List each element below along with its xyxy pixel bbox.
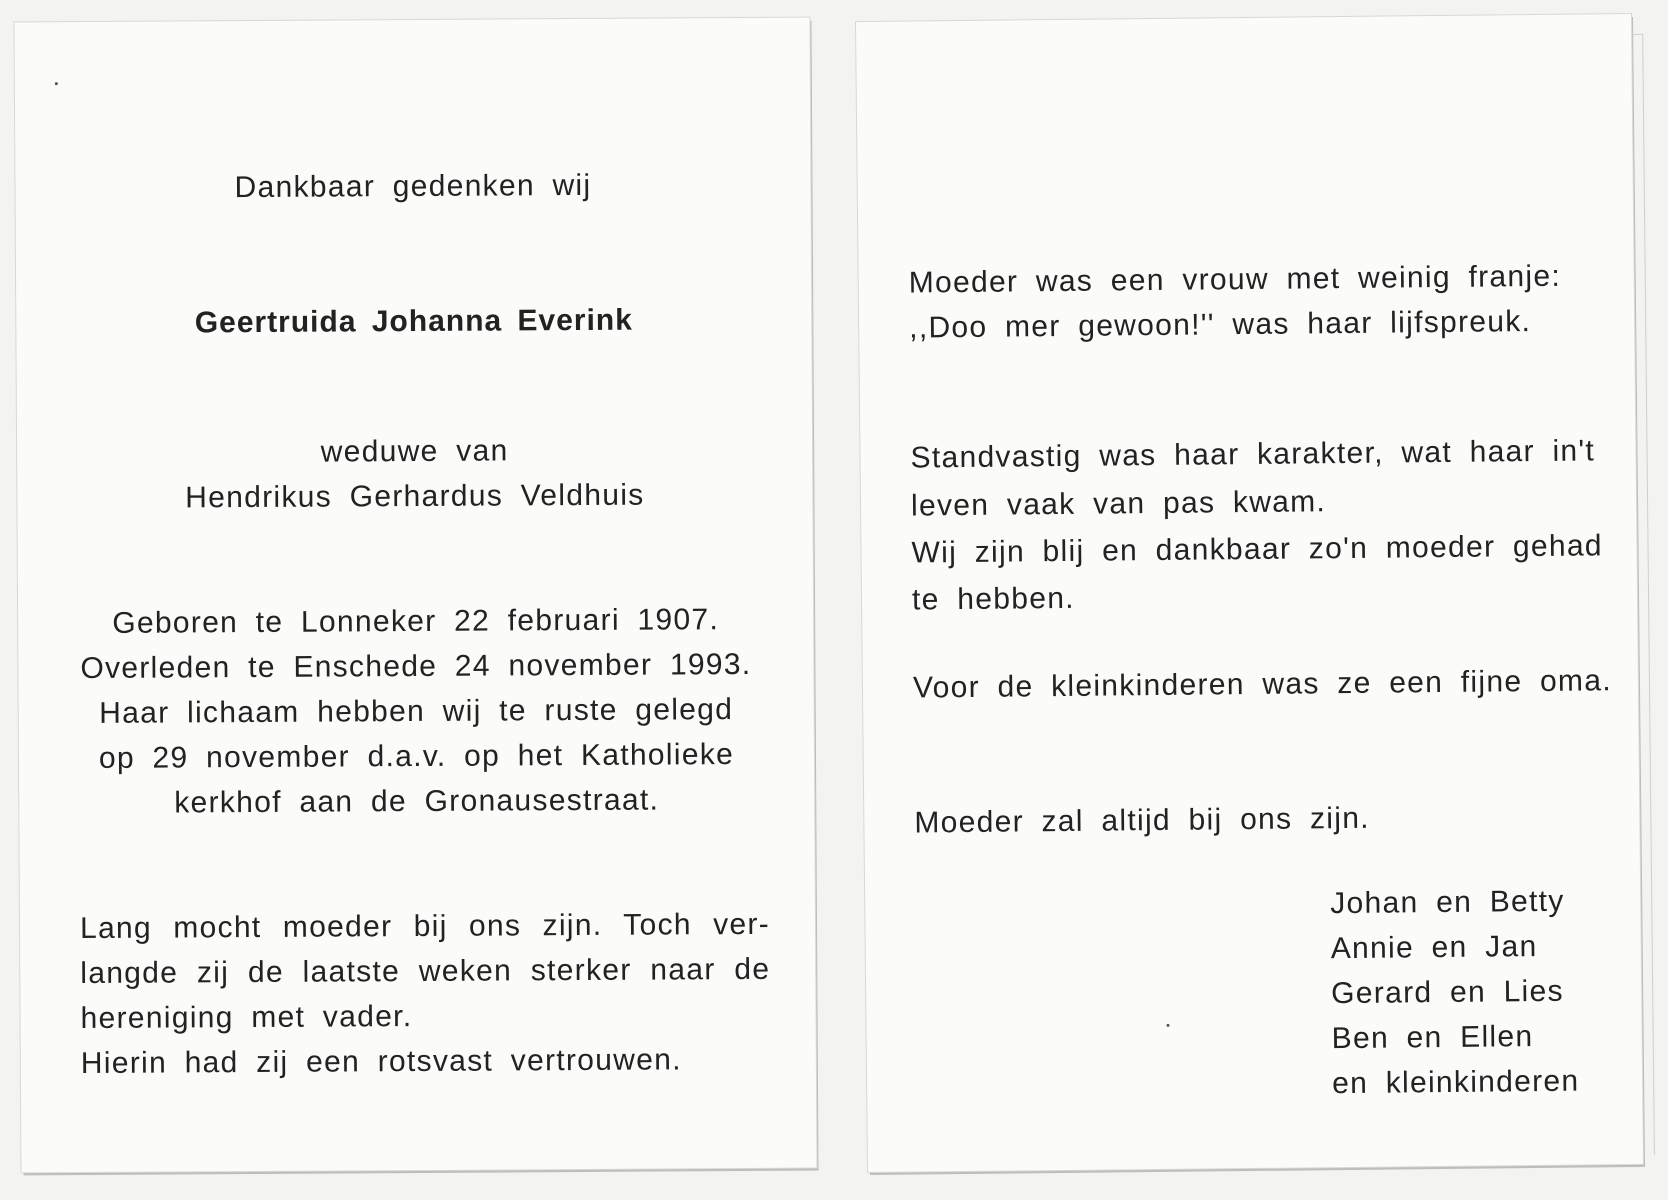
closing-paragraph-line-2: langde zij de laatste weken sterker naar de [80, 952, 771, 991]
signature-5: en kleinkinderen [1331, 1064, 1580, 1101]
verse-line-4: leven vaak van pas kwam. [910, 485, 1327, 523]
verse-line-1: Moeder was een vrouw met weinig franje: [908, 259, 1562, 300]
burial-text-2: op 29 november d.a.v. op het Katholieke [98, 738, 735, 775]
verse-line-3: Standvastig was haar karakter, wat haar in't [910, 434, 1596, 475]
signature-3: Gerard en Lies [1331, 974, 1565, 1011]
closing-paragraph-line-1: Lang mocht moeder bij ons zijn. Toch ver- [79, 907, 771, 946]
deceased-name: Geertruida Johanna Everink [194, 303, 633, 340]
verse-line-8: Moeder zal altijd bij ons zijn. [914, 801, 1371, 840]
birth-text: Geboren te Lonneker 22 februari 1907. [112, 603, 720, 640]
widow-of-text: weduwe van [320, 434, 509, 469]
closing-paragraph-line-3: hereniging met vader. [80, 1000, 413, 1036]
husband-name: Hendrikus Gerhardus Veldhuis [185, 478, 645, 515]
verse-line-6: te hebben. [911, 581, 1076, 617]
signature-2: Annie en Jan [1330, 930, 1538, 966]
paper-speck [1167, 1024, 1170, 1027]
closing-paragraph-line-4: Hierin had zij een rotsvast vertrouwen. [80, 1043, 682, 1081]
burial-text-1: Haar lichaam hebben wij te ruste gelegd [99, 693, 734, 730]
signature-4: Ben en Ellen [1331, 1020, 1534, 1056]
burial-text-3: kerkhof aan de Gronausestraat. [174, 783, 660, 820]
death-text: Overleden te Enschede 24 november 1993. [80, 647, 752, 686]
verse-line-2: ,,Doo mer gewoon!'' was haar lijfspreuk. [909, 305, 1532, 345]
intro-text: Dankbaar gedenken wij [234, 168, 592, 205]
paper-speck [55, 82, 58, 85]
memorial-card-left [14, 18, 816, 1173]
verse-line-7: Voor de kleinkinderen was ze een fijne oma. [912, 664, 1613, 705]
memorial-card-right [856, 14, 1643, 1172]
signature-1: Johan en Betty [1330, 884, 1565, 921]
verse-line-5: Wij zijn blij en dankbaar zo'n moeder gehad [911, 529, 1603, 570]
